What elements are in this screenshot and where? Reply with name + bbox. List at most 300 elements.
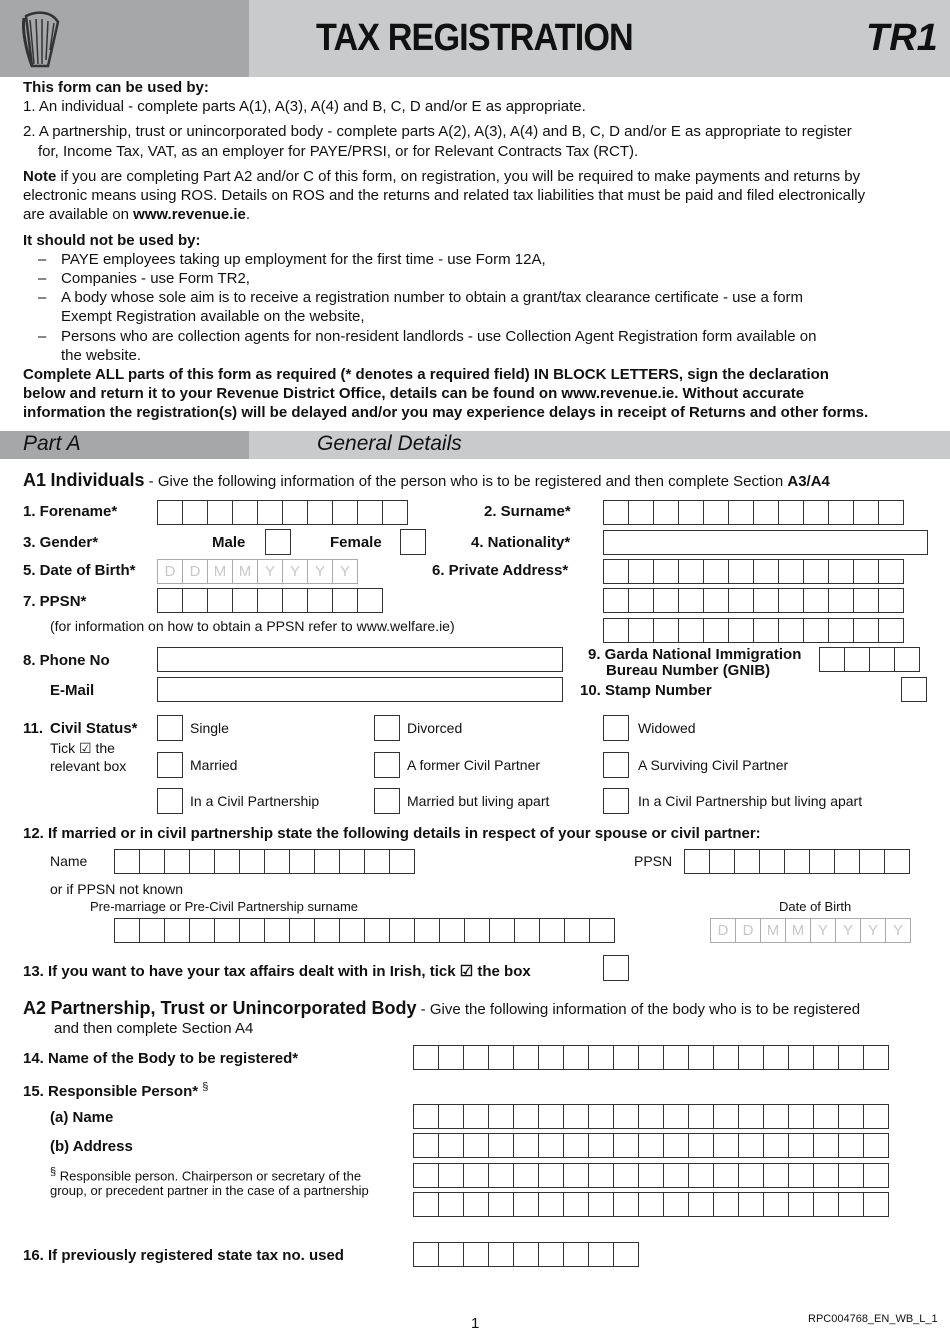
char-box[interactable]: [853, 588, 879, 613]
civil-widowed-checkbox[interactable]: [603, 715, 629, 741]
civil-divorced-checkbox[interactable]: [374, 715, 400, 741]
char-box[interactable]: [653, 618, 679, 643]
char-box[interactable]: [364, 918, 390, 943]
char-box[interactable]: [838, 1104, 864, 1129]
q14-label: 14. Name of the Body to be registered*: [23, 1050, 299, 1067]
char-box[interactable]: [613, 1104, 639, 1129]
char-box[interactable]: [189, 918, 215, 943]
char-box[interactable]: [703, 618, 729, 643]
nationality-input[interactable]: [603, 530, 928, 555]
char-box[interactable]: [513, 1192, 539, 1217]
char-box[interactable]: [788, 1192, 814, 1217]
char-box[interactable]: [838, 1192, 864, 1217]
char-box[interactable]: [264, 918, 290, 943]
char-box[interactable]: D: [157, 559, 183, 584]
civil-option-label: Single: [190, 720, 229, 736]
char-box[interactable]: [834, 849, 860, 874]
char-box[interactable]: [813, 1133, 839, 1158]
char-box[interactable]: [803, 618, 829, 643]
char-box[interactable]: [413, 1163, 439, 1188]
char-box[interactable]: [603, 588, 629, 613]
civil-married-checkbox[interactable]: [157, 752, 183, 778]
stamp-input[interactable]: [901, 677, 926, 702]
char-box[interactable]: [389, 849, 415, 874]
char-box[interactable]: [438, 1163, 464, 1188]
char-box[interactable]: [513, 1133, 539, 1158]
char-box[interactable]: D: [710, 918, 736, 943]
char-box[interactable]: [838, 1163, 864, 1188]
a2-title: Partnership, Trust or Unincorporated Body: [50, 998, 417, 1018]
char-box[interactable]: [513, 1163, 539, 1188]
char-box[interactable]: [563, 1133, 589, 1158]
char-box[interactable]: [784, 849, 810, 874]
char-box[interactable]: [332, 500, 358, 525]
char-box[interactable]: [778, 618, 804, 643]
char-box[interactable]: [207, 588, 233, 613]
used-by-item: 1. An individual - complete parts A(1), A(3), A(4) and B, C, D and/or E as appropriate.: [23, 98, 586, 115]
char-box[interactable]: [828, 618, 854, 643]
char-box[interactable]: [713, 1133, 739, 1158]
char-box[interactable]: [863, 1104, 889, 1129]
char-box[interactable]: [738, 1133, 764, 1158]
char-box[interactable]: [653, 588, 679, 613]
char-box[interactable]: [663, 1192, 689, 1217]
char-box[interactable]: [853, 559, 879, 584]
char-box[interactable]: [164, 849, 190, 874]
char-box[interactable]: Y: [282, 559, 308, 584]
char-box[interactable]: [257, 500, 283, 525]
char-box[interactable]: [778, 588, 804, 613]
char-box[interactable]: [638, 1045, 664, 1070]
civil-partnership-apart-checkbox[interactable]: [603, 788, 629, 814]
char-box[interactable]: [713, 1045, 739, 1070]
char-box[interactable]: [853, 618, 879, 643]
char-box[interactable]: [232, 500, 258, 525]
phone-input[interactable]: [157, 647, 563, 672]
char-box[interactable]: [289, 849, 315, 874]
char-box[interactable]: [463, 1133, 489, 1158]
gender-label: 3. Gender*: [23, 534, 99, 551]
char-box[interactable]: [588, 1133, 614, 1158]
char-box[interactable]: [513, 1045, 539, 1070]
char-box[interactable]: [613, 1163, 639, 1188]
body-name-input[interactable]: [413, 1045, 888, 1070]
char-box[interactable]: [763, 1045, 789, 1070]
used-by-heading: This form can be used by:: [23, 79, 209, 96]
char-box[interactable]: [563, 1242, 589, 1267]
civil-former-partner-checkbox[interactable]: [374, 752, 400, 778]
char-box[interactable]: [753, 500, 779, 525]
char-box[interactable]: [538, 1045, 564, 1070]
complete-instructions: information the registration(s) will be delayed and/or you may experience delays in receipt of Returns and other forms.: [23, 404, 869, 421]
char-box[interactable]: [688, 1192, 714, 1217]
char-box[interactable]: Y: [885, 918, 911, 943]
char-box[interactable]: [413, 1045, 439, 1070]
char-box[interactable]: [613, 1045, 639, 1070]
civil-option-label: A former Civil Partner: [407, 757, 541, 773]
char-box[interactable]: [214, 849, 240, 874]
char-box[interactable]: [628, 500, 654, 525]
nationality-label: 4. Nationality*: [471, 534, 571, 551]
char-box[interactable]: [438, 1242, 464, 1267]
civil-option-label: In a Civil Partnership: [190, 793, 320, 809]
char-box[interactable]: [182, 588, 208, 613]
char-box[interactable]: [207, 500, 233, 525]
not-used-item: the website.: [61, 347, 142, 364]
char-box[interactable]: [878, 500, 904, 525]
char-box[interactable]: [289, 918, 315, 943]
char-box[interactable]: [339, 918, 365, 943]
char-box[interactable]: [819, 647, 845, 672]
char-box[interactable]: [563, 1192, 589, 1217]
char-box[interactable]: [688, 1133, 714, 1158]
q15-label: 15. Responsible Person* §: [23, 1081, 209, 1100]
char-box[interactable]: [307, 500, 333, 525]
char-box[interactable]: [463, 1242, 489, 1267]
char-box[interactable]: Y: [810, 918, 836, 943]
char-box[interactable]: [638, 1133, 664, 1158]
surname-input[interactable]: [603, 500, 903, 525]
char-box[interactable]: [488, 1133, 514, 1158]
responsible-address-input-line-1[interactable]: [413, 1133, 888, 1158]
char-box[interactable]: [389, 918, 415, 943]
char-box[interactable]: [488, 1045, 514, 1070]
char-box[interactable]: [728, 500, 754, 525]
char-box[interactable]: [638, 1192, 664, 1217]
char-box[interactable]: [684, 849, 710, 874]
gender-female-checkbox[interactable]: [400, 529, 426, 555]
char-box[interactable]: [788, 1133, 814, 1158]
a1-title: Individuals: [50, 470, 145, 490]
char-box[interactable]: [901, 677, 927, 702]
char-box[interactable]: [538, 1163, 564, 1188]
char-box[interactable]: [884, 849, 910, 874]
civil-option-label: Widowed: [638, 720, 696, 736]
char-box[interactable]: [239, 918, 265, 943]
char-box[interactable]: Y: [257, 559, 283, 584]
char-box[interactable]: [678, 559, 704, 584]
char-box[interactable]: [232, 588, 258, 613]
char-box[interactable]: [638, 1163, 664, 1188]
char-box[interactable]: Y: [332, 559, 358, 584]
char-box[interactable]: [809, 849, 835, 874]
char-box[interactable]: M: [785, 918, 811, 943]
char-box[interactable]: [688, 1104, 714, 1129]
char-box[interactable]: [314, 849, 340, 874]
char-box[interactable]: [763, 1104, 789, 1129]
char-box[interactable]: [738, 1192, 764, 1217]
char-box[interactable]: [488, 1104, 514, 1129]
char-box[interactable]: [463, 1045, 489, 1070]
civil-option-label: Married: [190, 757, 238, 773]
char-box[interactable]: [813, 1104, 839, 1129]
char-box[interactable]: [414, 918, 440, 943]
char-box[interactable]: [653, 500, 679, 525]
char-box[interactable]: [257, 588, 283, 613]
char-box[interactable]: [813, 1045, 839, 1070]
spouse-name-input[interactable]: [114, 849, 414, 874]
char-box[interactable]: [778, 559, 804, 584]
responsible-address-input-line-2[interactable]: [413, 1163, 888, 1188]
char-box[interactable]: [663, 1133, 689, 1158]
char-box[interactable]: [859, 849, 885, 874]
char-box[interactable]: [488, 1242, 514, 1267]
char-box[interactable]: [413, 1104, 439, 1129]
forename-input[interactable]: [157, 500, 407, 525]
harp-logo-icon: [18, 10, 62, 68]
char-box[interactable]: [813, 1163, 839, 1188]
char-box[interactable]: [738, 1045, 764, 1070]
char-box[interactable]: [603, 559, 629, 584]
char-box[interactable]: [563, 1163, 589, 1188]
not-used-item: Persons who are collection agents for non-resident landlords - use Collection Agent Registration form available on: [61, 328, 817, 345]
char-box[interactable]: [653, 559, 679, 584]
char-box[interactable]: [738, 1163, 764, 1188]
char-box[interactable]: [438, 1104, 464, 1129]
char-box[interactable]: [763, 1192, 789, 1217]
civil-status-label: Civil Status*: [50, 720, 138, 737]
not-used-item: PAYE employees taking up employment for the first time - use Form 12A,: [61, 251, 546, 268]
char-box[interactable]: [357, 500, 383, 525]
char-box[interactable]: [139, 918, 165, 943]
civil-single-checkbox[interactable]: [157, 715, 183, 741]
char-box[interactable]: [738, 1104, 764, 1129]
char-box[interactable]: [678, 588, 704, 613]
char-box[interactable]: [628, 559, 654, 584]
previous-tax-number-input[interactable]: [413, 1242, 638, 1267]
char-box[interactable]: [282, 588, 308, 613]
char-box[interactable]: [463, 1163, 489, 1188]
char-box[interactable]: [803, 500, 829, 525]
spouse-dob-input[interactable]: [710, 918, 910, 943]
char-box[interactable]: [139, 849, 165, 874]
char-box[interactable]: [413, 1192, 439, 1217]
gender-male-checkbox[interactable]: [265, 529, 291, 555]
char-box[interactable]: [828, 588, 854, 613]
char-box[interactable]: [538, 1242, 564, 1267]
char-box[interactable]: [439, 918, 465, 943]
char-box[interactable]: [638, 1104, 664, 1129]
char-box[interactable]: [753, 618, 779, 643]
char-box[interactable]: [703, 588, 729, 613]
char-box[interactable]: [828, 500, 854, 525]
char-box[interactable]: [603, 618, 629, 643]
char-box[interactable]: [713, 1163, 739, 1188]
char-box[interactable]: [332, 588, 358, 613]
char-box[interactable]: [703, 500, 729, 525]
char-box[interactable]: [463, 1192, 489, 1217]
char-box[interactable]: [164, 918, 190, 943]
char-box[interactable]: [728, 559, 754, 584]
char-box[interactable]: [728, 618, 754, 643]
char-box[interactable]: [464, 918, 490, 943]
char-box[interactable]: [663, 1045, 689, 1070]
char-box[interactable]: [628, 588, 654, 613]
char-box[interactable]: [803, 559, 829, 584]
char-box[interactable]: [538, 1192, 564, 1217]
note-line: Note if you are completing Part A2 and/or C of this form, on registration, you will be required to make payments and returns by: [23, 168, 861, 185]
responsible-address-input-line-3[interactable]: [413, 1192, 888, 1217]
char-box[interactable]: [282, 500, 308, 525]
spouse-ppsn-label: PPSN: [634, 853, 673, 869]
char-box[interactable]: [838, 1133, 864, 1158]
spouse-ppsn-input[interactable]: [684, 849, 909, 874]
char-box[interactable]: [878, 559, 904, 584]
char-box[interactable]: [514, 918, 540, 943]
char-box[interactable]: [663, 1163, 689, 1188]
char-box[interactable]: [589, 918, 615, 943]
char-box[interactable]: [239, 849, 265, 874]
char-box[interactable]: [588, 1192, 614, 1217]
char-box[interactable]: [763, 1163, 789, 1188]
q13-label: 13. If you want to have your tax affairs dealt with in Irish, tick ☑ the box: [23, 963, 531, 980]
char-box[interactable]: [488, 1163, 514, 1188]
char-box[interactable]: [513, 1104, 539, 1129]
char-box[interactable]: [364, 849, 390, 874]
char-box[interactable]: [513, 1242, 539, 1267]
char-box[interactable]: D: [735, 918, 761, 943]
private-address-input-line-1[interactable]: [603, 559, 903, 584]
civil-status-hint: relevant box: [50, 758, 127, 774]
char-box[interactable]: [803, 588, 829, 613]
gnib-label: Bureau Number (GNIB): [606, 662, 771, 679]
char-box[interactable]: [713, 1104, 739, 1129]
civil-option-label: In a Civil Partnership but living apart: [638, 793, 863, 809]
form-title: TAX REGISTRATION: [316, 17, 633, 59]
q15b-label: (b) Address: [50, 1138, 133, 1155]
gnib-input[interactable]: [819, 647, 919, 672]
char-box[interactable]: [788, 1045, 814, 1070]
civil-partnership-checkbox[interactable]: [157, 788, 183, 814]
char-box[interactable]: [438, 1133, 464, 1158]
char-box[interactable]: [538, 1104, 564, 1129]
email-input[interactable]: [157, 677, 563, 702]
private-address-input-line-2[interactable]: [603, 588, 903, 613]
char-box[interactable]: [182, 500, 208, 525]
char-box[interactable]: [813, 1192, 839, 1217]
char-box[interactable]: Y: [835, 918, 861, 943]
char-box[interactable]: [688, 1163, 714, 1188]
char-box[interactable]: [678, 618, 704, 643]
char-box[interactable]: [314, 918, 340, 943]
char-box[interactable]: [678, 500, 704, 525]
char-box[interactable]: [588, 1045, 614, 1070]
char-box[interactable]: [214, 918, 240, 943]
char-box[interactable]: [463, 1104, 489, 1129]
char-box[interactable]: [863, 1133, 889, 1158]
char-box[interactable]: [539, 918, 565, 943]
char-box[interactable]: [588, 1104, 614, 1129]
spouse-surname-input[interactable]: [114, 918, 614, 943]
revenue-link[interactable]: www.revenue.ie: [133, 206, 246, 223]
part-label: Part A: [23, 432, 81, 455]
char-box[interactable]: [157, 500, 183, 525]
civil-surviving-partner-checkbox[interactable]: [603, 752, 629, 778]
char-box[interactable]: M: [760, 918, 786, 943]
char-box[interactable]: [863, 1045, 889, 1070]
char-box[interactable]: [788, 1104, 814, 1129]
char-box[interactable]: [894, 647, 920, 672]
char-box[interactable]: [734, 849, 760, 874]
char-box[interactable]: [489, 918, 515, 943]
char-box[interactable]: [264, 849, 290, 874]
char-box[interactable]: [728, 588, 754, 613]
char-box[interactable]: [778, 500, 804, 525]
char-box[interactable]: Y: [307, 559, 333, 584]
char-box[interactable]: [307, 588, 333, 613]
char-box[interactable]: [563, 1104, 589, 1129]
char-box[interactable]: [709, 849, 735, 874]
char-box[interactable]: M: [207, 559, 233, 584]
char-box[interactable]: [878, 588, 904, 613]
char-box[interactable]: D: [182, 559, 208, 584]
char-box[interactable]: [538, 1133, 564, 1158]
a1-heading: A1 Individuals - Give the following information of the person who is to be registered and then complete Section A3/A4: [23, 470, 830, 490]
ppsn-label: 7. PPSN*: [23, 593, 87, 610]
char-box[interactable]: [613, 1242, 639, 1267]
char-box[interactable]: [357, 588, 383, 613]
char-box[interactable]: [438, 1192, 464, 1217]
char-box[interactable]: [763, 1133, 789, 1158]
char-box[interactable]: [603, 500, 629, 525]
char-box[interactable]: [438, 1045, 464, 1070]
responsible-name-input[interactable]: [413, 1104, 888, 1129]
ppsn-input[interactable]: [157, 588, 382, 613]
char-box[interactable]: [613, 1133, 639, 1158]
char-box[interactable]: [563, 1045, 589, 1070]
char-box[interactable]: [753, 588, 779, 613]
char-box[interactable]: [382, 500, 408, 525]
char-box[interactable]: [828, 559, 854, 584]
dash: –: [38, 251, 47, 268]
char-box[interactable]: [863, 1192, 889, 1217]
dob-input[interactable]: [157, 559, 357, 584]
char-box[interactable]: [413, 1242, 439, 1267]
char-box[interactable]: [863, 1163, 889, 1188]
private-address-input-line-3[interactable]: [603, 618, 903, 643]
char-box[interactable]: [588, 1163, 614, 1188]
char-box[interactable]: [878, 618, 904, 643]
char-box[interactable]: [753, 559, 779, 584]
char-box[interactable]: [613, 1192, 639, 1217]
char-box[interactable]: [413, 1133, 439, 1158]
irish-language-checkbox[interactable]: [603, 955, 629, 981]
char-box[interactable]: [339, 849, 365, 874]
char-box[interactable]: [488, 1192, 514, 1217]
dash: –: [38, 270, 47, 287]
char-box[interactable]: [869, 647, 895, 672]
char-box[interactable]: [788, 1163, 814, 1188]
char-box[interactable]: [844, 647, 870, 672]
char-box[interactable]: [114, 849, 140, 874]
char-box[interactable]: M: [232, 559, 258, 584]
char-box[interactable]: [663, 1104, 689, 1129]
char-box[interactable]: [588, 1242, 614, 1267]
char-box[interactable]: [189, 849, 215, 874]
char-box[interactable]: [853, 500, 879, 525]
char-box[interactable]: [628, 618, 654, 643]
char-box[interactable]: [703, 559, 729, 584]
char-box[interactable]: [713, 1192, 739, 1217]
char-box[interactable]: [759, 849, 785, 874]
char-box[interactable]: Y: [860, 918, 886, 943]
char-box[interactable]: [838, 1045, 864, 1070]
civil-married-apart-checkbox[interactable]: [374, 788, 400, 814]
char-box[interactable]: [688, 1045, 714, 1070]
char-box[interactable]: [564, 918, 590, 943]
char-box[interactable]: [114, 918, 140, 943]
char-box[interactable]: [157, 588, 183, 613]
